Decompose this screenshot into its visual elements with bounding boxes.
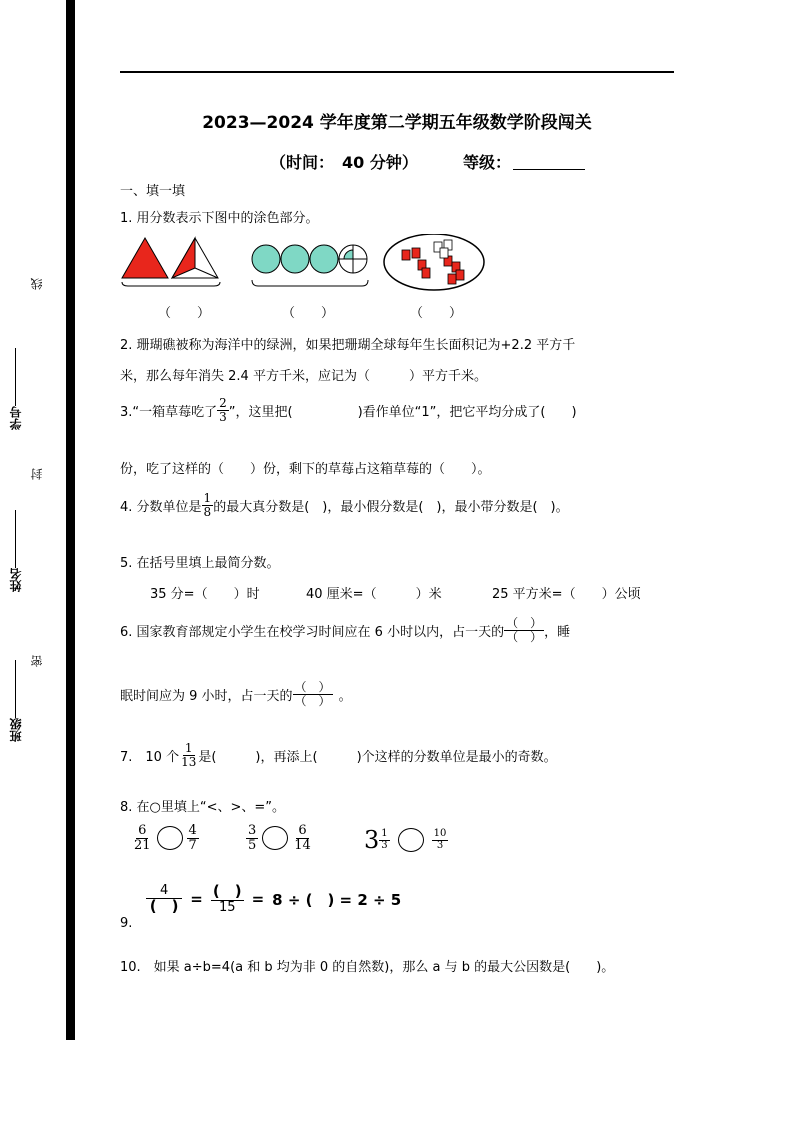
student-no-label: 学号 — [9, 406, 23, 430]
q5-item-a: 35 分=（ ）时 — [150, 587, 260, 602]
q8-p1-right: $\frac{4}{7}$ — [188, 823, 197, 853]
q6-l2: 眠时间应为 9 小时，占一天的 — [120, 688, 293, 704]
student-no-line — [15, 348, 17, 406]
q8-p2-right: $\frac{6}{14}$ — [294, 823, 311, 853]
q7-fraction: $\frac{1}{13}$ — [181, 741, 197, 769]
q2-line-1: 2. 珊瑚礁被称为海洋中的绿洲，如果把珊瑚全球每年生长面积记为+2.2 平方千 — [120, 338, 576, 353]
q8-p3-right: $\frac{10}{3}$ — [433, 828, 447, 851]
q4-line — [120, 492, 569, 518]
q9-fraction-1[interactable]: $\frac{4}{( )}$ — [146, 884, 182, 914]
q6-fraction-1[interactable]: $\frac{( )}{( )}$ — [506, 616, 543, 644]
q6-fraction-2[interactable]: $\frac{( )}{( )}$ — [294, 680, 331, 708]
q9-fraction-2[interactable]: $\frac{( )}{15}$ — [212, 882, 242, 915]
q3-fraction: $\frac{2}{3}$ — [219, 396, 227, 424]
q8-p2-left: $\frac{3}{5}$ — [248, 823, 257, 853]
q8-p1-circle[interactable] — [157, 826, 183, 850]
triangle-figure — [122, 238, 220, 286]
q5-item-c: 25 平方米=（ ）公顷 — [492, 587, 641, 602]
q8-pair-3 — [364, 826, 448, 854]
binding-margin-bar — [66, 0, 75, 1040]
student-no-field[interactable] — [7, 318, 24, 430]
q7-post: 是( )，再添上( )个这样的分数单位是最小的奇数。 — [198, 749, 557, 765]
q1-figures — [118, 234, 488, 296]
name-field[interactable] — [7, 480, 24, 592]
q9-eq-2: = — [251, 890, 265, 909]
q8-p1-left: $\frac{6}{21}$ — [134, 823, 151, 853]
q7-line — [120, 742, 557, 768]
q6-l1: 6. 国家教育部规定小学生在校学习时间应在 6 小时以内，占一天的 — [120, 624, 505, 640]
q8-pair-1 — [132, 824, 199, 852]
q5-item-b: 40 厘米=（ ）米 — [306, 587, 442, 602]
q8-text: 8. 在○里填上“<、>、=”。 — [120, 800, 286, 815]
time-limit: （时间： 40 分钟） — [270, 153, 418, 172]
q9-label: 9. — [120, 916, 133, 931]
q5-text: 5. 在括号里填上最简分数。 — [120, 556, 280, 571]
exam-subtitle — [270, 150, 585, 173]
q8-p3-whole: 3 — [364, 826, 380, 854]
q8-p2-circle[interactable] — [262, 826, 288, 850]
q1-text: 1. 用分数表示下图中的涂色部分。 — [120, 211, 319, 226]
q8-p3-circle[interactable] — [398, 828, 424, 852]
q8-pair-2 — [246, 824, 313, 852]
q4-fraction: $\frac{1}{8}$ — [203, 491, 212, 519]
exam-title: 2023—2024 学年度第二学期五年级数学阶段闯关 — [202, 113, 592, 133]
binding-line-char: 线 — [30, 278, 44, 290]
q3-pre: 3.“一箱草莓吃了 — [120, 404, 218, 420]
q10-text: 10. 如果 a÷b=4(a 和 b 均为非 0 的自然数)，那么 a 与 b 的最大公因数是( )。 — [120, 960, 615, 975]
grade-label: 等级： — [463, 153, 512, 172]
section-heading: 一、填一填 — [120, 184, 186, 199]
name-line — [15, 510, 17, 568]
q3-post: ”，这里把( )看作单位“1”，把它平均分成了( ) — [228, 404, 577, 420]
header-rule — [120, 71, 674, 73]
q3-line-1 — [120, 397, 577, 423]
q9-eq-1: = — [190, 890, 203, 909]
q6-l2-end: 。 — [338, 688, 352, 704]
q1-answer-1[interactable]: （ ） — [158, 306, 211, 321]
q9-rest: 8 ÷ ( ) = 2 ÷ 5 — [272, 890, 402, 909]
binding-secret-char: 密 — [30, 655, 44, 667]
grade-blank[interactable] — [513, 169, 585, 170]
cups-figure — [384, 234, 484, 290]
q1-answer-3[interactable]: （ ） — [410, 306, 463, 321]
q7-pre: 7. 10 个 — [120, 749, 180, 765]
binding-seal-char: 封 — [30, 468, 44, 480]
q2-line-2: 米，那么每年消失 2.4 平方千米，应记为（ ）平方千米。 — [120, 369, 487, 384]
q6-line-2 — [120, 681, 352, 707]
q6-line-1 — [120, 617, 570, 643]
q4-post: 的最大真分数是( )，最小假分数是( )，最小带分数是( )。 — [213, 499, 569, 515]
name-label: 姓名 — [9, 568, 23, 592]
class-line — [15, 660, 17, 718]
circles-figure — [252, 245, 368, 286]
q6-l1-end: ，睡 — [544, 624, 571, 640]
q8-p3-left: $\frac{1}{3}$ — [381, 828, 388, 851]
class-label: 班级 — [9, 718, 23, 742]
q3-line-2: 份，吃了这样的（ ）份，剩下的草莓占这箱草莓的（ ）。 — [120, 462, 491, 477]
q1-answer-2[interactable]: （ ） — [282, 306, 335, 321]
class-field[interactable] — [7, 630, 24, 742]
q4-pre: 4. 分数单位是 — [120, 499, 202, 515]
q9-equation — [146, 884, 401, 914]
